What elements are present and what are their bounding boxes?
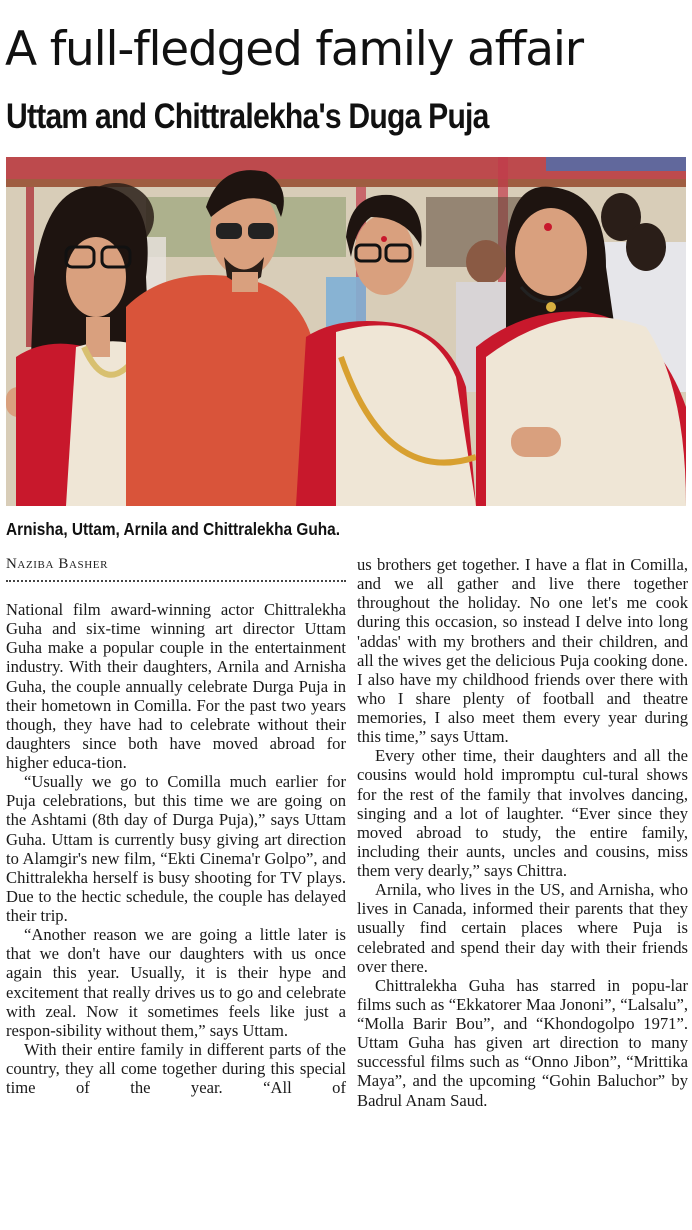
photo-caption: Arnisha, Uttam, Arnila and Chittralekha Guha. — [6, 519, 341, 539]
body-paragraph: With their entire family in different parts of the country, they all come together during this special time of the year. “All of — [6, 1039, 346, 1098]
body-paragraph: us brothers get together. I have a flat in Comilla, and we all gather and live there together throughout the holiday. No one let's me cook during this occasion, so instead I delve into long 'addas' with my brothers and their children, and all the wives get the delicious Puja cooking done. I also have my childhood friends over there with who I share plenty of football and theatre memories, I also meet them every year during this time,” says Uttam. — [357, 555, 688, 747]
article-column-1 — [6, 600, 346, 1097]
body-paragraph: National film award-winning actor Chittralekha Guha and six-time winning art director Uttam Guha make a popular couple in the entertainment industry. With their daughters, Arnila and Arnisha Guha, the couple annually celebrate Durga Puja in their hometown in Comilla. For the past two years though, they have had to celebrate without their daughters since both have moved abroad for higher educa-tion. — [6, 600, 346, 772]
body-paragraph: “Usually we go to Comilla much earlier for Puja celebrations, but this time we are going on the Ashtami (8th day of Durga Puja),” says Uttam Guha. Uttam is currently busy giving art direction to Alamgir's new film, “Ekti Cinema'r Golpo”, and Chittralekha herself is busy shooting for TV plays. Due to the hectic schedule, the couple has delayed their trip. — [6, 772, 346, 925]
byline: Naziba Basher — [6, 556, 109, 572]
subheadline: Uttam and Chittralekha's Duga Puja — [6, 97, 489, 136]
byline-divider — [6, 580, 346, 582]
article-column-2 — [357, 555, 688, 1110]
body-paragraph: Every other time, their daughters and all the cousins would hold impromptu cul-tural shows for the rest of the family that involves dancing, singing and a lot of laughter. “Ever since they moved abroad to study, the entire family, including their aunts, uncles and cousins, miss them very dearly,” says Chittra. — [357, 746, 688, 880]
body-paragraph: “Another reason we are going a little later is that we don't have our daughters with us once again this year. Usually, it is their hype and excitement that really drives us to go and celebrate with zeal. Now it sometimes feels like just a respon-sibility without them,” says Uttam. — [6, 925, 346, 1040]
family-photo — [6, 157, 686, 506]
body-paragraph: Chittralekha Guha has starred in popu-lar films such as “Ekkatorer Maa Jononi”, “Lalsalu”, “Molla Barir Bou”, and “Khondogolpo 1971”. Uttam Guha has given art direction to many successful films such as “Onno Jibon”, “Mrittika Maya”, and the upcoming “Gohin Baluchor” by Badrul Anam Saud. — [357, 975, 688, 1110]
body-paragraph: Arnila, who lives in the US, and Arnisha, who lives in Canada, informed their parents that they usually find certain places where Puja is celebrated and spend their day with their friends over there. — [357, 880, 688, 976]
headline: A full-fledged family affair — [5, 22, 583, 77]
